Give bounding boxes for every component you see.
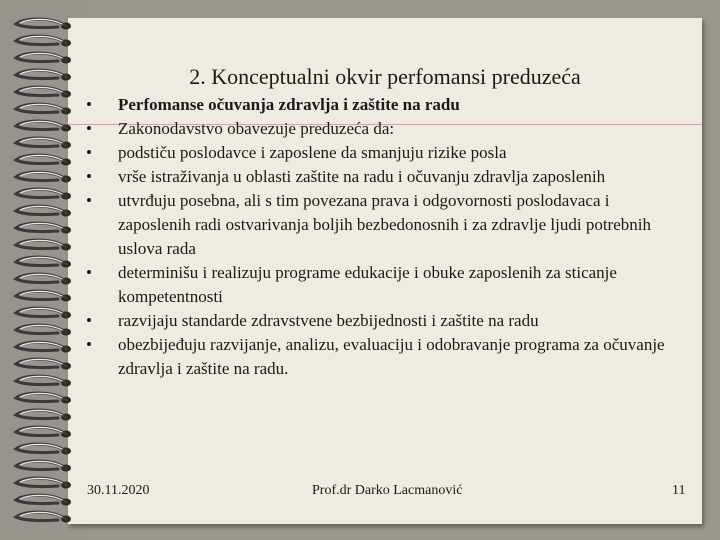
spiral-ring-icon xyxy=(16,461,71,472)
footer-page-number: 11 xyxy=(672,483,686,498)
spiral-ring-icon xyxy=(16,325,71,336)
bullet-text: utvrđuju posebna, ali s tim povezana prava i odgovornosti poslodavaca i zaposlenih radi ostvarivanja boljih bezbedonosnih i za zdravlje ljudi potrebnih uslova rada xyxy=(118,191,651,258)
spiral-ring-icon xyxy=(16,274,71,285)
bullet-dot: • xyxy=(86,191,92,210)
spiral-ring-icon xyxy=(16,138,71,149)
spiral-ring-icon xyxy=(16,36,71,47)
spiral-ring-icon xyxy=(16,172,71,183)
bullet-dot: • xyxy=(86,335,92,354)
bullet-dot: • xyxy=(86,167,92,186)
bullet-dot: • xyxy=(86,311,92,330)
spiral-ring-icon xyxy=(16,155,71,166)
bullet-list xyxy=(86,93,686,381)
spiral-ring-icon xyxy=(16,104,71,115)
bullet-text: podstiču poslodavce i zaposlene da smanjuju rizike posla xyxy=(118,143,507,162)
spiral-ring-icon xyxy=(16,206,71,217)
bullet-text: vrše istraživanja u oblasti zaštite na radu i očuvanju zdravlja zaposlenih xyxy=(118,167,606,186)
spiral-ring-icon xyxy=(16,189,71,200)
spiral-ring-icon xyxy=(16,223,71,234)
bullet-item xyxy=(86,93,686,117)
spiral-ring-icon xyxy=(16,410,71,421)
bullet-item xyxy=(86,309,686,333)
bullet-item xyxy=(86,333,686,381)
spiral-ring-icon xyxy=(16,291,71,302)
bullet-item xyxy=(86,189,686,261)
bullet-text: Zakonodavstvo obavezuje preduzeća da: xyxy=(118,119,395,138)
bullet-dot: • xyxy=(86,263,92,282)
bullet-text: Perfomanse očuvanja zdravlja i zaštite na radu xyxy=(118,95,460,114)
slide-title: 2. Konceptualni okvir perfomansi preduzeća xyxy=(189,64,581,89)
spiral-ring-icon xyxy=(16,376,71,387)
bullet-dot: • xyxy=(86,95,92,114)
spiral-ring-icon xyxy=(16,121,71,132)
footer-author: Prof.dr Darko Lacmanović xyxy=(312,483,463,498)
bullet-text: razvijaju standarde zdravstvene bezbijednosti i zaštite na radu xyxy=(118,311,539,330)
spiral-ring-icon xyxy=(16,444,71,455)
footer-date: 30.11.2020 xyxy=(87,483,150,498)
spiral-ring-icon xyxy=(16,359,71,370)
spiral-ring-icon xyxy=(16,308,71,319)
bullet-dot: • xyxy=(86,119,92,138)
bullet-item xyxy=(86,261,686,309)
spiral-ring-icon xyxy=(16,342,71,353)
bullet-text: obezbijeđuju razvijanje, analizu, evaluaciju i odobravanje programa za očuvanje zdravlja i zaštite na radu. xyxy=(118,335,665,378)
spiral-ring-icon xyxy=(16,512,71,523)
spiral-ring-icon xyxy=(16,240,71,251)
spiral-ring-icon xyxy=(16,70,71,81)
spiral-ring-icon xyxy=(16,19,71,30)
spiral-ring-icon xyxy=(16,495,71,506)
spiral-ring-icon xyxy=(16,257,71,268)
spiral-ring-icon xyxy=(16,427,71,438)
bullet-text: determinišu i realizuju programe edukacije i obuke zaposlenih za sticanje kompetentnosti xyxy=(118,263,617,306)
bullet-dot: • xyxy=(86,143,92,162)
spiral-ring-icon xyxy=(16,53,71,64)
spiral-ring-icon xyxy=(16,478,71,489)
bullet-item xyxy=(86,117,686,141)
spiral-ring-icon xyxy=(16,87,71,98)
bullet-item xyxy=(86,141,686,165)
bullet-item xyxy=(86,165,686,189)
spiral-ring-icon xyxy=(16,393,71,404)
